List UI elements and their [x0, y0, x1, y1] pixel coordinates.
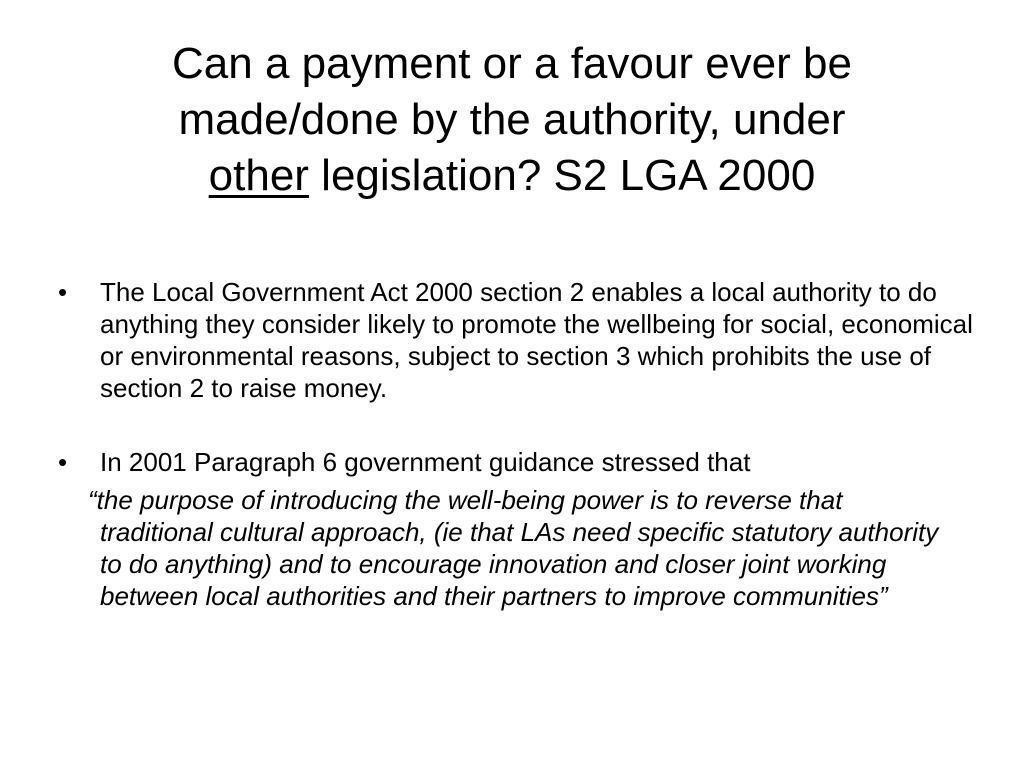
bullet-text: In 2001 Paragraph 6 government guidance stressed that [100, 447, 751, 477]
bullet-icon: • [58, 447, 68, 477]
bullet-item [58, 446, 978, 478]
bullet-icon: • [58, 277, 68, 307]
slide-title [60, 36, 964, 204]
slide-body [58, 276, 978, 612]
bullet-item [58, 276, 978, 404]
guidance-quote: “the purpose of introducing the well-being power is to reverse that traditional cultural approach, (ie that LAs need specific statutory authority to do anything) and to encourage innovation and closer joint working between local authorities and their partners to improve communities” [88, 485, 939, 611]
title-line-2: made/done by the authority, under [178, 95, 846, 144]
bullet-text: The Local Government Act 2000 section 2 enables a local authority to do anything they consider likely to promote the wellbeing for social, economical or environmental reasons, subject to section 3 which prohibits the use of section 2 to raise money. [100, 277, 973, 403]
title-line-1: Can a payment or a favour ever be [172, 39, 852, 88]
title-line-3-rest: legislation? S2 LGA 2000 [308, 151, 816, 200]
title-underlined-word: other [208, 151, 309, 200]
